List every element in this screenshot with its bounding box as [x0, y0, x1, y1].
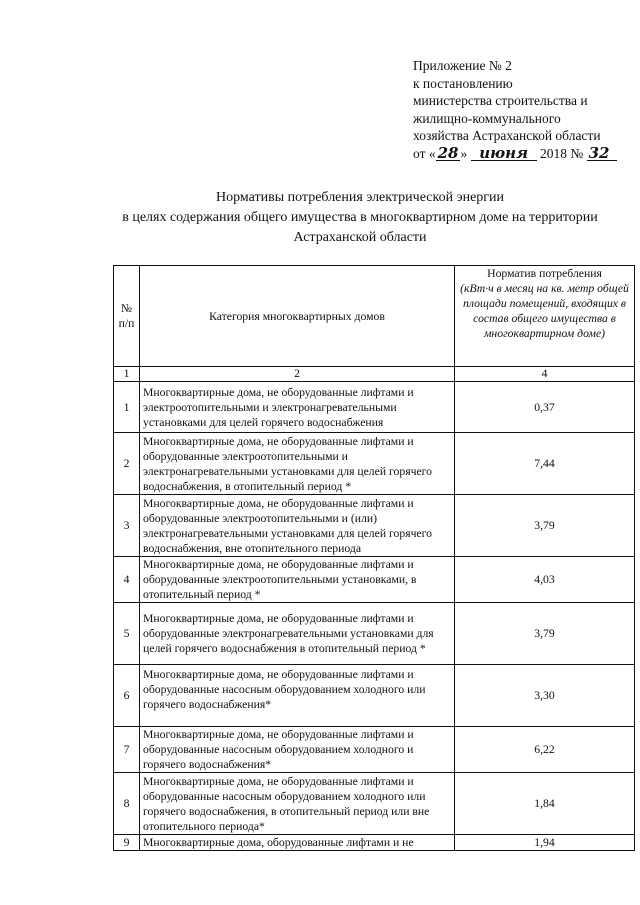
header-number: № п/п: [114, 266, 140, 367]
row-value: 3,79: [455, 495, 635, 557]
column-number: 4: [455, 367, 635, 382]
appendix-line-5: хозяйства Астраханской области: [413, 128, 601, 143]
header-category: Категория многоквартирных домов: [140, 266, 455, 367]
row-number: 5: [114, 603, 140, 665]
table-row: [114, 773, 635, 835]
row-category: Многоквартирные дома, не оборудованные лифтами и электроотопительными и электронагревательными установками для целей горячего водоснабжения: [140, 382, 455, 433]
row-number: 1: [114, 382, 140, 433]
table-row: [114, 603, 635, 665]
appendix-line-4: жилищно-коммунального: [413, 110, 561, 126]
row-category: Многоквартирные дома, не оборудованные лифтами и оборудованные электронагревательными установками для целей горячего водоснабжения в отопительный период *: [140, 603, 455, 665]
row-category: Многоквартирные дома, не оборудованные лифтами и оборудованные насосным оборудованием холодного или горячего водоснабжения, в отопительный период или вне отопительного периода*: [140, 773, 455, 835]
row-number: 4: [114, 557, 140, 603]
appendix-line-2: к постановлению: [413, 75, 513, 91]
row-category: Многоквартирные дома, не оборудованные лифтами и оборудованные электроотопительными установками, в отопительный период *: [140, 557, 455, 603]
row-value: 6,22: [455, 727, 635, 773]
title-line-1: Нормативы потребления электрической энергии: [215, 190, 505, 205]
table-row: [114, 665, 635, 727]
handwritten-day: 28: [437, 143, 459, 162]
date-mid: »: [460, 145, 468, 161]
row-category: Многоквартирные дома, не оборудованные лифтами и оборудованные насосным оборудованием холодного и горячего водоснабжения*: [140, 727, 455, 773]
norms-table: [113, 265, 635, 851]
header-norm-unit: (кВт·ч в месяц на кв. метр общей площади помещений, входящих в состав общего имущества в многоквартирном доме): [460, 282, 629, 340]
row-value: 0,37: [455, 382, 635, 433]
date-prefix: от «: [413, 145, 436, 161]
row-number: 7: [114, 727, 140, 773]
table-row: [114, 835, 635, 851]
row-value: 1,94: [455, 835, 635, 851]
header-norm: [455, 266, 635, 367]
row-category: Многоквартирные дома, не оборудованные лифтами и оборудованные электроотопительными и электронагревательными установками для целей горячего водоснабжения, в отопительный период *: [140, 433, 455, 495]
document-title: [80, 188, 640, 248]
row-category: Многоквартирные дома, не оборудованные лифтами и оборудованные насосным оборудованием холодного или горячего водоснабжения*: [140, 665, 455, 727]
row-number: 2: [114, 433, 140, 495]
table-row: [114, 495, 635, 557]
row-number: 9: [114, 835, 140, 851]
table-row: [114, 382, 635, 433]
row-value: 7,44: [455, 433, 635, 495]
row-value: 3,79: [455, 603, 635, 665]
appendix-line-1: Приложение № 2: [413, 58, 512, 73]
table-row: [114, 727, 635, 773]
row-number: 3: [114, 495, 140, 557]
table-header-row: [114, 266, 635, 367]
title-line-3: Астраханской области: [293, 230, 427, 245]
row-value: 3,30: [455, 665, 635, 727]
row-value: 1,84: [455, 773, 635, 835]
table-row: [114, 433, 635, 495]
column-number-row: [114, 367, 635, 382]
row-number: 8: [114, 773, 140, 835]
handwritten-number: 32: [587, 146, 617, 161]
year-text: 2018 №: [539, 145, 584, 161]
row-category: Многоквартирные дома, оборудованные лифтами и не: [140, 835, 455, 851]
handwritten-month: июня: [471, 146, 537, 161]
row-number: 6: [114, 665, 140, 727]
column-number: 1: [114, 367, 140, 382]
appendix-line-3: министерства строительства и: [413, 93, 588, 108]
table-row: [114, 557, 635, 603]
appendix-date-line: [413, 145, 617, 163]
title-line-2: в целях содержания общего имущества в многоквартирном доме на территории: [122, 210, 598, 225]
row-category: Многоквартирные дома, не оборудованные лифтами и оборудованные электроотопительными и (или) электронагревательными установками для целей горячего водоснабжения, вне отопительного периода: [140, 495, 455, 557]
column-number: 2: [140, 367, 455, 382]
header-norm-title: Норматив потребления: [487, 267, 602, 280]
row-value: 4,03: [455, 557, 635, 603]
appendix-block: [413, 57, 617, 162]
